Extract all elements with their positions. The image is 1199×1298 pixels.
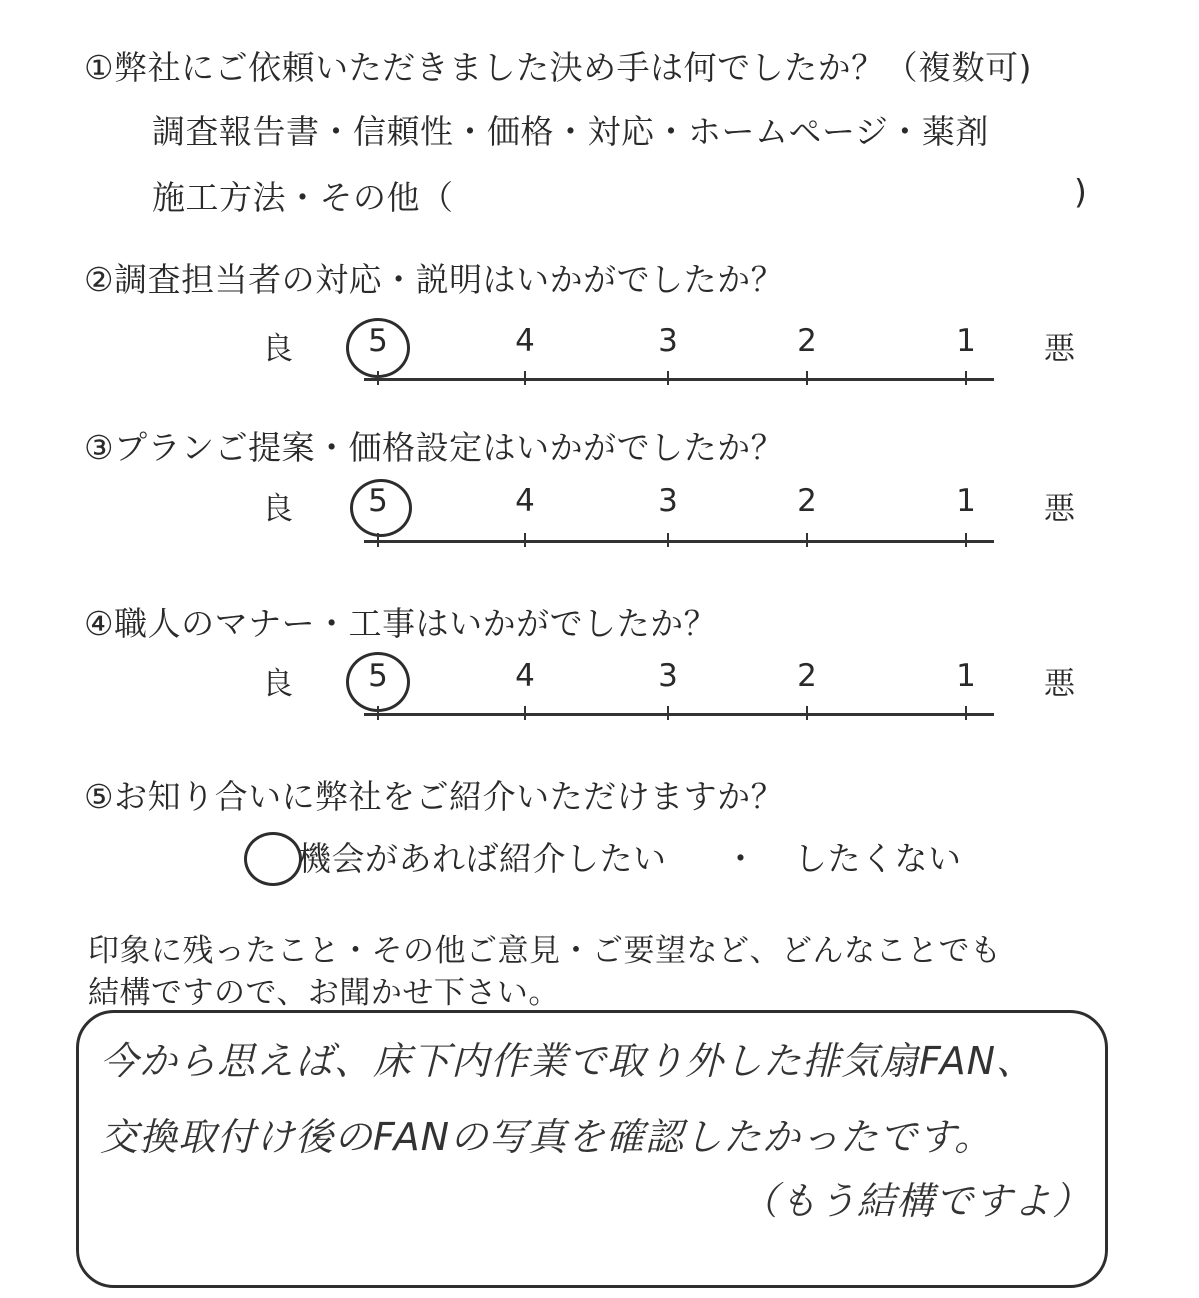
scale-option-2[interactable]: 2 [797, 483, 817, 519]
scale-tick [965, 371, 967, 385]
scale-option-3[interactable]: 3 [658, 658, 678, 694]
comment-answer-line2: 交換取付け後のFANの写真を確認したかったです。 [100, 1115, 994, 1159]
selected-circle [244, 832, 302, 886]
scale-option-4[interactable]: 4 [515, 323, 535, 359]
question-1-options-line2: 施工方法・その他（ [152, 178, 454, 217]
scale-option-3[interactable]: 3 [658, 483, 678, 519]
comment-answer-line3: （もう結構ですよ） [740, 1179, 1092, 1223]
question-1-options-close: ) [1074, 172, 1088, 211]
question-1-title: ①弊社にご依頼いただきました決め手は何でしたか？（複数可) [84, 48, 1032, 87]
scale-option-1[interactable]: 1 [956, 323, 976, 359]
scale-bad-label: 悪 [1044, 331, 1075, 367]
question-1-options-line1: 調査報告書・信頼性・価格・対応・ホームページ・薬剤 [152, 112, 989, 151]
scale-option-4[interactable]: 4 [515, 483, 535, 519]
option-no[interactable]: したくない [794, 839, 962, 878]
question-4-title: ④職人のマナー・工事はいかがでしたか？ [84, 604, 718, 643]
scale-good-label: 良 [262, 331, 293, 367]
comments-prompt-line2: 結構ですので、お聞かせ下さい。 [88, 975, 560, 1011]
scale-tick [377, 533, 379, 547]
comment-answer-line1: 今から思えば、床下内作業で取り外した排気扇FAN、 [100, 1039, 1036, 1083]
scale-tick [965, 533, 967, 547]
option-yes[interactable]: 機会があれば紹介したい [298, 839, 667, 878]
scale-line [364, 378, 994, 381]
scale-tick [806, 533, 808, 547]
selected-circle [346, 318, 410, 378]
selected-circle [346, 652, 410, 712]
scale-tick [377, 371, 379, 385]
scale-option-5[interactable]: 5 [368, 483, 388, 519]
scale-good-label: 良 [262, 491, 293, 527]
scale-tick [667, 371, 669, 385]
scale-option-5[interactable]: 5 [368, 323, 388, 359]
question-3-title: ③プランご提案・価格設定はいかがでしたか？ [84, 428, 785, 467]
scale-option-4[interactable]: 4 [515, 658, 535, 694]
comments-prompt-line1: 印象に残ったこと・その他ご意見・ご要望など、どんなことでも [88, 933, 1002, 969]
scale-tick [524, 371, 526, 385]
scale-option-5[interactable]: 5 [368, 658, 388, 694]
scale-good-label: 良 [262, 666, 293, 702]
scale-line [364, 540, 994, 543]
scale-line [364, 713, 994, 716]
scale-option-1[interactable]: 1 [956, 483, 976, 519]
scale-tick [524, 706, 526, 720]
scale-option-2[interactable]: 2 [797, 658, 817, 694]
scale-option-3[interactable]: 3 [658, 323, 678, 359]
scale-option-1[interactable]: 1 [956, 658, 976, 694]
scale-option-2[interactable]: 2 [797, 323, 817, 359]
question-2-title: ②調査担当者の対応・説明はいかがでしたか？ [84, 260, 785, 299]
scale-tick [524, 533, 526, 547]
scale-bad-label: 悪 [1044, 666, 1075, 702]
scale-tick [965, 706, 967, 720]
selected-circle [350, 479, 412, 537]
scale-tick [806, 371, 808, 385]
scale-tick [377, 706, 379, 720]
scale-tick [667, 533, 669, 547]
scale-tick [806, 706, 808, 720]
scale-tick [667, 706, 669, 720]
question-5-title: ⑤お知り合いに弊社をご紹介いただけますか？ [84, 777, 785, 816]
option-separator: ・ [724, 839, 758, 878]
scale-bad-label: 悪 [1044, 491, 1075, 527]
